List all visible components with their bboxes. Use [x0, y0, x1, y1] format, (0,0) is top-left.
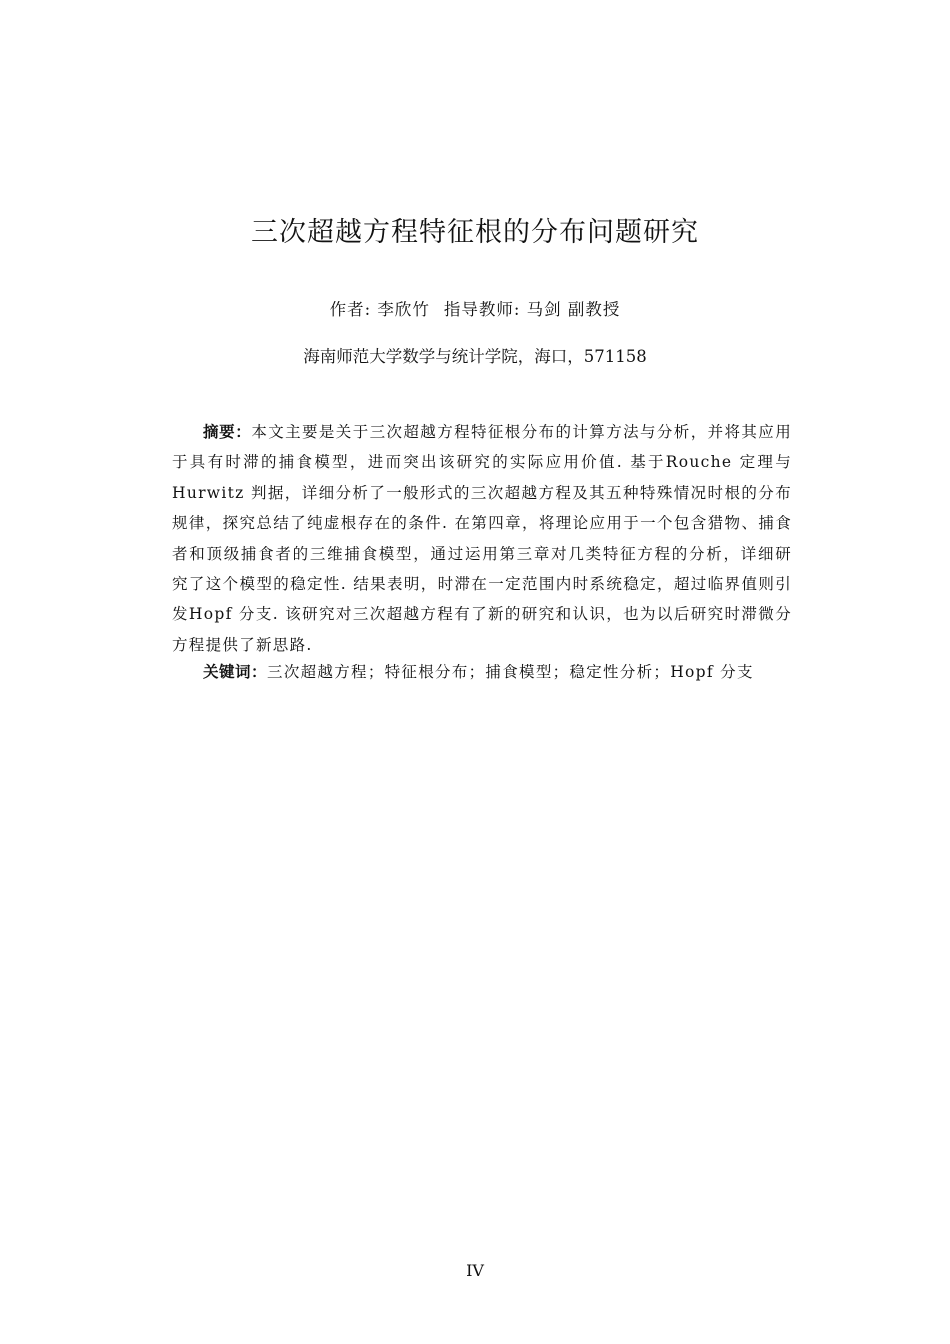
author-line: [0, 296, 950, 320]
abstract-text: 本文主要是关于三次超越方程特征根分布的计算方法与分析，并将其应用于具有时滞的捕食模型，进而突出该研究的实际应用价值. 基于Rouche 定理与Hurwitz 判据，详细分析了一般形式的三次超越方程及其五种特殊情况时根的分布规律，探究总结了纯虚根存在的条件. 在第四章，将理论应用于一个包含猎物、捕食者和顶级捕食者的三维捕食模型，通过运用第三章对几类特征方程的分析，详细研究了这个模型的稳定性. 结果表明，时滞在一定范围内时系统稳定，超过临界值则引发Hopf 分支. 该研究对三次超越方程有了新的研究和认识，也为以后研究时滞微分方程提供了新思路.: [172, 423, 792, 654]
keywords-label: 关键词：: [203, 663, 268, 681]
paper-title: 三次超越方程特征根的分布问题研究: [251, 217, 699, 248]
advisor-name: 指导教师: 马剑 副教授: [443, 300, 621, 319]
keywords-text: 三次超越方程；特征根分布；捕食模型；稳定性分析；Hopf 分支: [267, 663, 754, 681]
keywords-line: [203, 660, 754, 682]
abstract-paragraph: [172, 417, 792, 660]
affiliation: 海南师范大学数学与统计学院，海口，571158: [303, 347, 647, 366]
author-name: 作者: 李欣竹: [329, 300, 430, 319]
abstract-label: 摘要：: [203, 423, 252, 441]
page-number: IV: [466, 1261, 484, 1280]
